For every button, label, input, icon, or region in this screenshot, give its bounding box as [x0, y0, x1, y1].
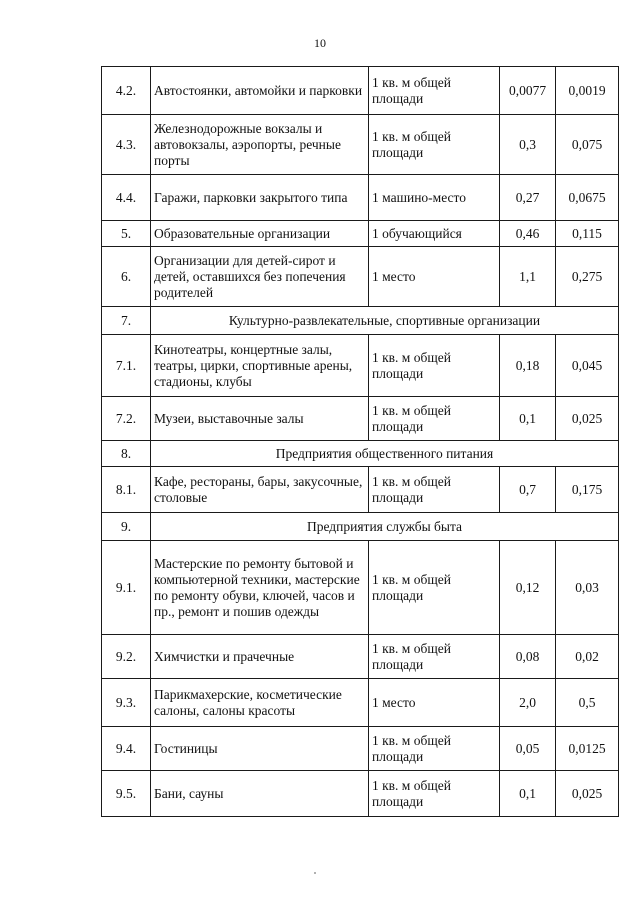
- row-number: 4.3.: [102, 115, 151, 175]
- page-number: 10: [314, 36, 326, 50]
- norms-table-body: [102, 67, 619, 817]
- unit-of-measure: 1 место: [369, 247, 500, 307]
- norm-value-2: 0,03: [556, 541, 619, 635]
- norm-value-1: 1,1: [500, 247, 556, 307]
- table-row: [102, 727, 619, 771]
- unit-of-measure: 1 кв. м общей площади: [369, 115, 500, 175]
- table-row: [102, 115, 619, 175]
- row-number: 9.4.: [102, 727, 151, 771]
- norm-value-2: 0,045: [556, 335, 619, 397]
- section-title: Культурно-развлекательные, спортивные организации: [151, 307, 619, 335]
- section-title: Предприятия службы быта: [151, 513, 619, 541]
- norm-value-1: 0,3: [500, 115, 556, 175]
- unit-of-measure: 1 место: [369, 679, 500, 727]
- row-number: 7.1.: [102, 335, 151, 397]
- row-number: 7.: [102, 307, 151, 335]
- row-number: 7.2.: [102, 397, 151, 441]
- table-row: [102, 541, 619, 635]
- unit-of-measure: 1 кв. м общей площади: [369, 541, 500, 635]
- object-name: Гостиницы: [151, 727, 369, 771]
- section-row: [102, 513, 619, 541]
- table-row: [102, 67, 619, 115]
- unit-of-measure: 1 обучающийся: [369, 221, 500, 247]
- row-number: 9.2.: [102, 635, 151, 679]
- unit-of-measure: 1 машино-место: [369, 175, 500, 221]
- row-number: 9.: [102, 513, 151, 541]
- unit-of-measure: 1 кв. м общей площади: [369, 771, 500, 817]
- norm-value-2: 0,025: [556, 771, 619, 817]
- table-row: [102, 635, 619, 679]
- norm-value-2: 0,275: [556, 247, 619, 307]
- unit-of-measure: 1 кв. м общей площади: [369, 635, 500, 679]
- row-number: 8.: [102, 441, 151, 467]
- table-row: [102, 397, 619, 441]
- object-name: Гаражи, парковки закрытого типа: [151, 175, 369, 221]
- table-row: [102, 175, 619, 221]
- table-row: [102, 221, 619, 247]
- norm-value-2: 0,0019: [556, 67, 619, 115]
- row-number: 9.3.: [102, 679, 151, 727]
- row-number: 6.: [102, 247, 151, 307]
- norm-value-2: 0,115: [556, 221, 619, 247]
- table-row: [102, 771, 619, 817]
- object-name: Бани, сауны: [151, 771, 369, 817]
- norm-value-2: 0,025: [556, 397, 619, 441]
- object-name: Железнодорожные вокзалы и автовокзалы, аэропорты, речные порты: [151, 115, 369, 175]
- norm-value-1: 0,1: [500, 397, 556, 441]
- unit-of-measure: 1 кв. м общей площади: [369, 67, 500, 115]
- table-row: [102, 247, 619, 307]
- scan-speck: [314, 872, 316, 874]
- norm-value-1: 0,18: [500, 335, 556, 397]
- section-row: [102, 441, 619, 467]
- norm-value-2: 0,0675: [556, 175, 619, 221]
- object-name: Парикмахерские, косметические салоны, салоны красоты: [151, 679, 369, 727]
- table-row: [102, 679, 619, 727]
- object-name: Мастерские по ремонту бытовой и компьютерной техники, мастерские по ремонту обуви, ключей, часов и пр., ремонт и пошив одежды: [151, 541, 369, 635]
- object-name: Образовательные организации: [151, 221, 369, 247]
- norm-value-2: 0,5: [556, 679, 619, 727]
- table-row: [102, 335, 619, 397]
- object-name: Музеи, выставочные залы: [151, 397, 369, 441]
- object-name: Кинотеатры, концертные залы, театры, цирки, спортивные арены, стадионы, клубы: [151, 335, 369, 397]
- norm-value-1: 0,7: [500, 467, 556, 513]
- norm-value-1: 2,0: [500, 679, 556, 727]
- row-number: 4.2.: [102, 67, 151, 115]
- table-row: [102, 467, 619, 513]
- norm-value-1: 0,27: [500, 175, 556, 221]
- norm-value-2: 0,0125: [556, 727, 619, 771]
- row-number: 9.1.: [102, 541, 151, 635]
- section-row: [102, 307, 619, 335]
- norm-value-2: 0,175: [556, 467, 619, 513]
- norm-value-2: 0,075: [556, 115, 619, 175]
- object-name: Кафе, рестораны, бары, закусочные, столовые: [151, 467, 369, 513]
- norm-value-1: 0,1: [500, 771, 556, 817]
- norm-value-1: 0,05: [500, 727, 556, 771]
- object-name: Организации для детей-сирот и детей, оставшихся без попечения родителей: [151, 247, 369, 307]
- unit-of-measure: 1 кв. м общей площади: [369, 335, 500, 397]
- unit-of-measure: 1 кв. м общей площади: [369, 397, 500, 441]
- norm-value-1: 0,08: [500, 635, 556, 679]
- row-number: 9.5.: [102, 771, 151, 817]
- object-name: Автостоянки, автомойки и парковки: [151, 67, 369, 115]
- norm-value-1: 0,12: [500, 541, 556, 635]
- unit-of-measure: 1 кв. м общей площади: [369, 467, 500, 513]
- row-number: 8.1.: [102, 467, 151, 513]
- object-name: Химчистки и прачечные: [151, 635, 369, 679]
- section-title: Предприятия общественного питания: [151, 441, 619, 467]
- norm-value-1: 0,0077: [500, 67, 556, 115]
- norm-value-1: 0,46: [500, 221, 556, 247]
- row-number: 5.: [102, 221, 151, 247]
- row-number: 4.4.: [102, 175, 151, 221]
- norms-table: [101, 66, 619, 817]
- unit-of-measure: 1 кв. м общей площади: [369, 727, 500, 771]
- norm-value-2: 0,02: [556, 635, 619, 679]
